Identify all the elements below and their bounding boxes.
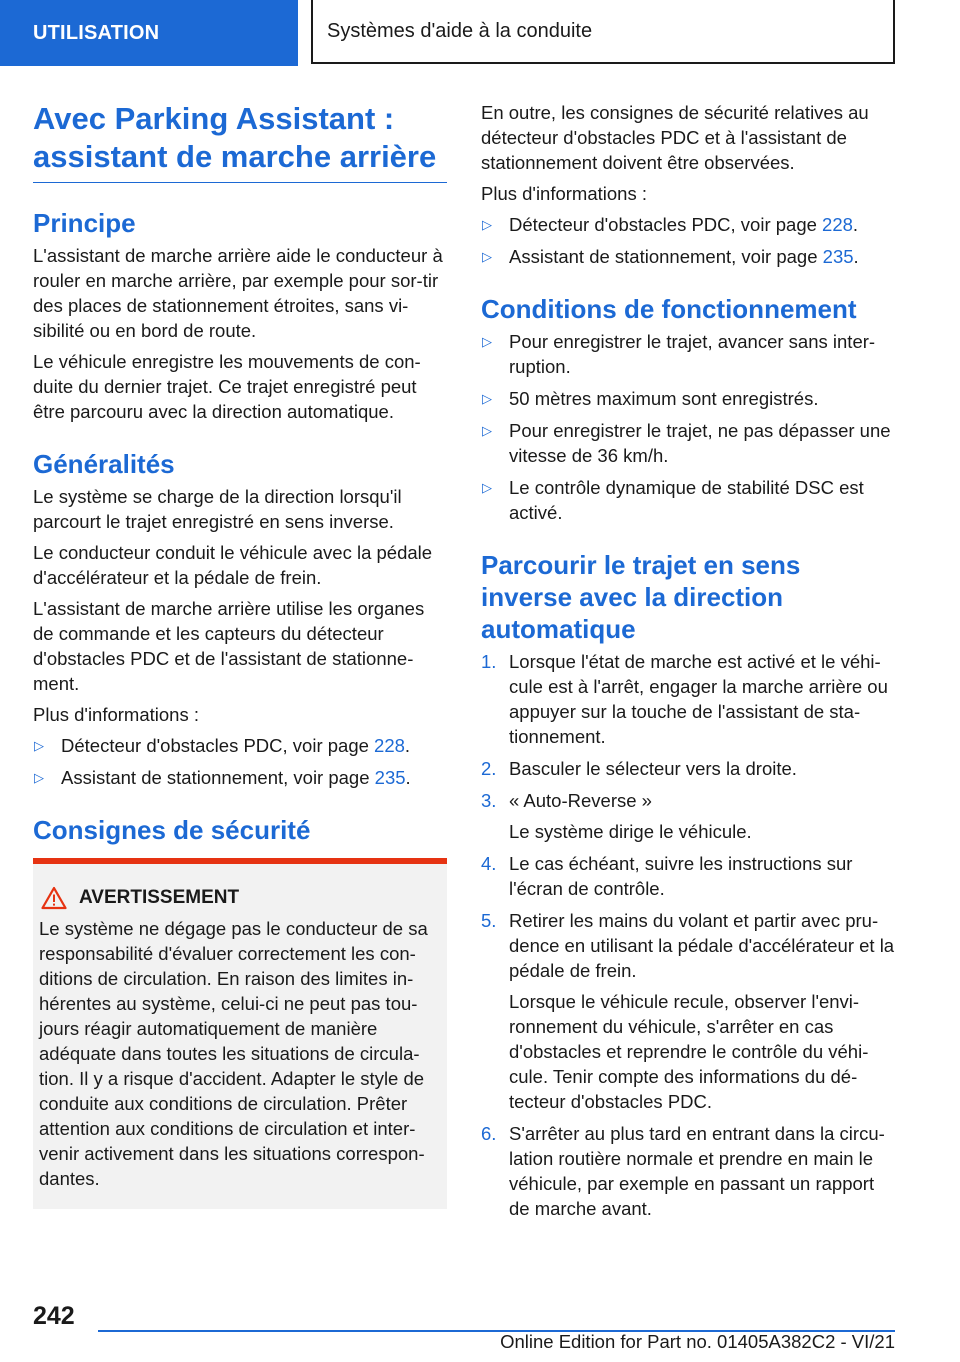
left-column — [33, 100, 447, 1209]
more-info-label: Plus d'informations : — [33, 704, 199, 725]
footer-edition: Online Edition for Part no. 01405A382C2 - VI/21 — [500, 1331, 895, 1352]
list-item: ▷ Assistant de stationnement, voir page 235. — [34, 767, 411, 788]
list-item: ▷ Pour enregistrer le trajet, ne pas dépasser une vitesse de 36 km/h. — [482, 420, 891, 466]
paragraph: Le système se charge de la direction lorsqu'il parcourt le trajet enregistré en sens inverse. — [33, 486, 402, 532]
page-link-228[interactable]: 228 — [822, 214, 853, 235]
step-item: 6. S'arrêter au plus tard en entrant dans la circu-lation routière normale et prendre en main le véhicule, par exemple en passant un rapport de marche avant. — [481, 1123, 885, 1219]
reference-list — [481, 212, 895, 269]
list-item: ▷ 50 mètres maximum sont enregistrés. — [482, 388, 819, 409]
paragraph: En outre, les consignes de sécurité relatives au détecteur d'obstacles PDC et à l'assistant de stationnement doivent être observées. — [481, 102, 869, 173]
step-item: 3. « Auto-Reverse » Le système dirige le véhicule. — [481, 788, 895, 844]
warning-title: AVERTISSEMENT — [79, 887, 240, 908]
more-info-label: Plus d'informations : — [481, 183, 647, 204]
list-item: ▷ Détecteur d'obstacles PDC, voir page 228. — [34, 735, 411, 756]
heading-conditions: Conditions de fonctionnement — [481, 294, 857, 324]
paragraph: Le conducteur conduit le véhicule avec la pédale d'accélérateur et la pédale de frein. — [33, 542, 433, 588]
triangle-bullet-icon: ▷ — [482, 480, 492, 495]
step-item: 5. Retirer les mains du volant et partir avec pru-dence en utilisant la pédale d'accélérateur et la pédale de frein. Lorsque le véhicule recule, observer l'envi-ronnement du véhicule, s'arrêter en cas d'obstacles et reprendre le contrôle du véhi-cule. Tenir compte des informations du dé-tecteur d'obstacles PDC. — [481, 910, 895, 1112]
warning-text: Le système ne dégage pas le conducteur de sa responsabilité d'évaluer correctement les con-ditions de circulation. En raison des limites in-hérentes au système, celui-ci ne peut pas tou-jours réagir automatiquement de manière adéquate dans toutes les situations de circula-tion. Il y a risque d'accident. Adapter le style de conduite aux conditions de circulation. Prêter attention aux conditions de circulation et inter-venir activement dans les situations correspon-dantes. — [39, 918, 428, 1189]
page-link-235[interactable]: 235 — [374, 767, 406, 788]
chapter-title: Systèmes d'aide à la conduite — [311, 0, 895, 64]
paragraph: Le véhicule enregistre les mouvements de con-duite du dernier trajet. Ce trajet enregistré peut être parcouru avec la direction automatique. — [33, 351, 421, 422]
step-note: Le système dirige le véhicule. — [509, 821, 752, 842]
heading-generalites: Généralités — [33, 449, 175, 479]
step-number: 1. — [481, 651, 497, 672]
list-item: ▷ Détecteur d'obstacles PDC, voir page 228. — [482, 214, 859, 235]
steps-list — [481, 649, 895, 1221]
step-note: Lorsque le véhicule recule, observer l'envi-ronnement du véhicule, s'arrêter en cas d'obstacles et reprendre le contrôle du véhi-cule. Tenir compte des informations du dé-tecteur d'obstacles PDC. — [509, 991, 869, 1112]
triangle-bullet-icon: ▷ — [482, 391, 492, 406]
warning-box — [33, 858, 447, 1209]
triangle-bullet-icon: ▷ — [482, 249, 492, 264]
step-number: 2. — [481, 758, 497, 779]
step-item: 1. Lorsque l'état de marche est activé et le véhi-cule est à l'arrêt, engager la marche arrière ou appuyer sur la touche de l'assistant de sta-tionnement. — [481, 651, 888, 747]
step-number: 6. — [481, 1123, 497, 1144]
warning-triangle-icon — [41, 886, 67, 910]
section-tab: UTILISATION — [0, 0, 298, 66]
page-header — [0, 0, 960, 66]
step-number: 4. — [481, 853, 497, 874]
triangle-bullet-icon: ▷ — [34, 738, 44, 753]
step-number: 3. — [481, 790, 497, 811]
triangle-bullet-icon: ▷ — [482, 217, 492, 232]
page-link-228[interactable]: 228 — [374, 735, 405, 756]
triangle-bullet-icon: ▷ — [34, 770, 44, 785]
warning-header — [39, 886, 439, 910]
heading-parcourir: Parcourir le trajet en sens inverse avec la direction automatique — [481, 550, 801, 644]
paragraph: L'assistant de marche arrière aide le conducteur à rouler en marche arrière, par exemple pour sor-tir des places de stationnement étroites, sans vi-sibilité ou en bord de route. — [33, 245, 443, 341]
step-item: 2. Basculer le sélecteur vers la droite. — [481, 758, 797, 779]
page-number: 242 — [33, 1302, 75, 1330]
triangle-bullet-icon: ▷ — [482, 334, 492, 349]
heading-consignes: Consignes de sécurité — [33, 815, 311, 845]
reference-list — [33, 733, 447, 790]
list-item: ▷ Pour enregistrer le trajet, avancer sans inter-ruption. — [482, 331, 876, 377]
list-item: ▷ Assistant de stationnement, voir page 235. — [482, 246, 859, 267]
page-link-235[interactable]: 235 — [822, 246, 854, 267]
page-title: Avec Parking Assistant : assistant de marche arrière — [33, 100, 447, 183]
paragraph: L'assistant de marche arrière utilise les organes de commande et les capteurs du détecteur d'obstacles PDC et de l'assistant de stationne-ment. — [33, 598, 425, 694]
step-number: 5. — [481, 910, 497, 931]
step-item: 4. Le cas échéant, suivre les instructions sur l'écran de contrôle. — [481, 853, 853, 899]
triangle-bullet-icon: ▷ — [482, 423, 492, 438]
conditions-list — [481, 329, 895, 525]
list-item: ▷ Le contrôle dynamique de stabilité DSC est activé. — [482, 477, 864, 523]
right-column — [481, 100, 895, 1228]
heading-principe: Principe — [33, 208, 136, 238]
